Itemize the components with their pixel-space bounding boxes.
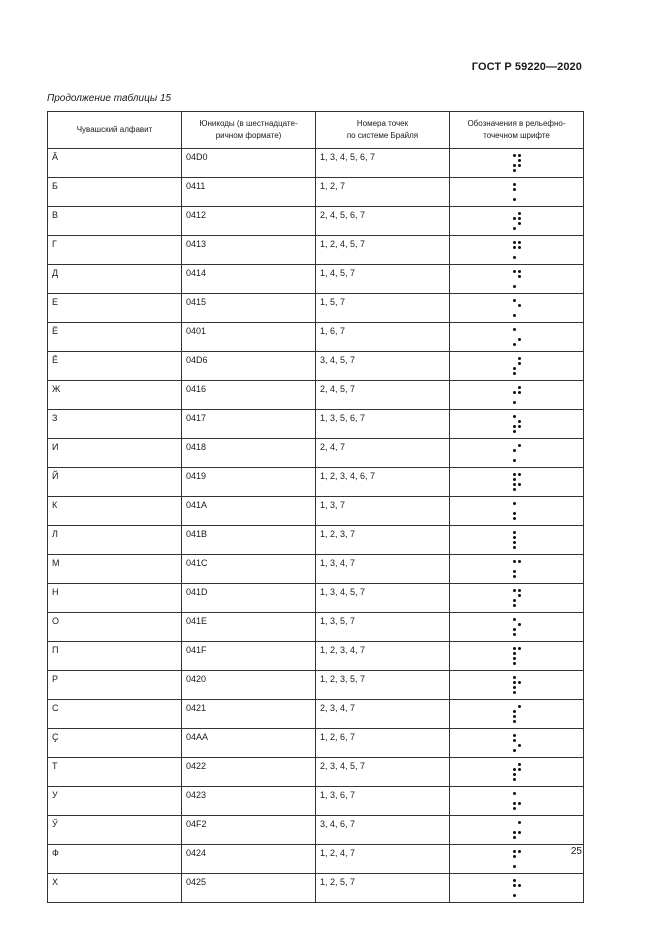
braille-dot [513,652,516,655]
letter-cell: Х [48,874,182,903]
column-header-dot-numbers: Номера точек по системе Брайля [316,112,450,149]
unicode-cell: 0401 [182,323,316,352]
braille-dot [513,459,516,462]
table-row [48,439,584,468]
unicode-cell: 0424 [182,845,316,874]
braille-symbol-cell [450,149,584,178]
braille-dot [513,647,516,650]
braille-symbol [511,443,523,463]
braille-symbol [511,211,523,231]
table-row [48,874,584,903]
letter-cell: П [48,642,182,671]
braille-dot [518,821,521,824]
braille-symbol [511,472,523,492]
table-row [48,236,584,265]
braille-dot [518,222,521,225]
letter-cell: В [48,207,182,236]
braille-dot [518,831,521,834]
unicode-cell: 04D6 [182,352,316,381]
braille-dot [513,517,516,520]
braille-dot [518,744,521,747]
braille-dot [518,589,521,592]
braille-symbol-cell [450,207,584,236]
braille-dot [513,478,516,481]
braille-symbol [511,617,523,637]
letter-cell: С [48,700,182,729]
braille-dot [513,628,516,631]
letter-cell: И [48,439,182,468]
letter-cell: Т [48,758,182,787]
table-row [48,729,584,758]
dot-numbers-cell: 1, 2, 7 [316,178,450,207]
table-row [48,671,584,700]
braille-symbol-cell [450,642,584,671]
braille-dot [518,560,521,563]
braille-symbol-cell [450,845,584,874]
table-row [48,584,584,613]
table-row [48,700,584,729]
table-row [48,497,584,526]
dot-numbers-cell: 1, 2, 3, 5, 7 [316,671,450,700]
braille-dot [518,473,521,476]
braille-symbol-cell [450,729,584,758]
unicode-cell: 041D [182,584,316,613]
dot-numbers-cell: 2, 3, 4, 5, 7 [316,758,450,787]
dot-numbers-cell: 1, 3, 4, 5, 7 [316,584,450,613]
unicode-cell: 04D0 [182,149,316,178]
braille-symbol-cell [450,555,584,584]
braille-symbol-cell [450,700,584,729]
braille-symbol-cell [450,758,584,787]
braille-dot [518,304,521,307]
braille-dot [518,705,521,708]
braille-dot [513,739,516,742]
dot-numbers-cell: 2, 4, 7 [316,439,450,468]
braille-symbol-cell [450,874,584,903]
table-caption: Продолжение таблицы 15 [47,93,172,104]
dot-numbers-cell: 2, 3, 4, 7 [316,700,450,729]
letter-cell: Й [48,468,182,497]
braille-dot [513,802,516,805]
unicode-cell: 0421 [182,700,316,729]
braille-dot [518,212,521,215]
unicode-cell: 0411 [182,178,316,207]
braille-dot [513,831,516,834]
braille-dot [513,546,516,549]
letter-cell: О [48,613,182,642]
braille-dot [518,884,521,887]
braille-dot [518,444,521,447]
dot-numbers-cell: 1, 3, 4, 5, 6, 7 [316,149,450,178]
unicode-cell: 0419 [182,468,316,497]
unicode-cell: 0418 [182,439,316,468]
braille-dot [513,502,516,505]
dot-numbers-cell: 3, 4, 5, 7 [316,352,450,381]
braille-dot [513,865,516,868]
braille-dot [513,681,516,684]
letter-cell: Б [48,178,182,207]
braille-dot [518,594,521,597]
braille-dot [513,430,516,433]
unicode-cell: 0423 [182,787,316,816]
braille-dot [518,386,521,389]
braille-dot [513,879,516,882]
unicode-cell: 0420 [182,671,316,700]
letter-cell: Ӳ [48,816,182,845]
braille-dot [513,246,516,249]
braille-dot [513,164,516,167]
braille-symbol [511,646,523,666]
unicode-cell: 04F2 [182,816,316,845]
braille-dot [518,154,521,157]
braille-symbol [511,327,523,347]
braille-symbol [511,791,523,811]
braille-dot [513,227,516,230]
letter-cell: Ф [48,845,182,874]
braille-dot [518,275,521,278]
braille-dot [513,425,516,428]
table-row [48,613,584,642]
unicode-cell: 0413 [182,236,316,265]
letter-cell: Е [48,294,182,323]
braille-table [47,111,584,903]
braille-symbol [511,733,523,753]
braille-dot [518,425,521,428]
braille-dot [518,246,521,249]
braille-dot [513,488,516,491]
table-row [48,410,584,439]
braille-symbol-cell [450,613,584,642]
table-row [48,787,584,816]
braille-dot [513,599,516,602]
braille-symbol [511,675,523,695]
braille-symbol-cell [450,294,584,323]
letter-cell: Ӗ [48,352,182,381]
braille-dot [518,159,521,162]
letter-cell: Л [48,526,182,555]
braille-dot [513,217,516,220]
braille-dot [513,676,516,679]
table-row [48,381,584,410]
dot-numbers-cell: 1, 5, 7 [316,294,450,323]
braille-symbol [511,530,523,550]
braille-symbol [511,704,523,724]
unicode-cell: 0415 [182,294,316,323]
unicode-cell: 0425 [182,874,316,903]
dot-numbers-cell: 1, 2, 6, 7 [316,729,450,758]
braille-dot [513,850,516,853]
letter-cell: У [48,787,182,816]
braille-dot [513,792,516,795]
braille-dot [518,802,521,805]
braille-dot [513,768,516,771]
dot-numbers-cell: 1, 3, 6, 7 [316,787,450,816]
unicode-cell: 041E [182,613,316,642]
table-row [48,526,584,555]
dot-numbers-cell: 1, 2, 4, 7 [316,845,450,874]
letter-cell: Д [48,265,182,294]
letter-cell: Н [48,584,182,613]
braille-dot [513,686,516,689]
dot-numbers-cell: 1, 3, 7 [316,497,450,526]
braille-symbol-cell [450,816,584,845]
table-row [48,178,584,207]
table-row [48,149,584,178]
braille-symbol-cell [450,236,584,265]
braille-dot [513,512,516,515]
braille-symbol-cell [450,671,584,700]
dot-numbers-cell: 1, 4, 5, 7 [316,265,450,294]
braille-dot [513,391,516,394]
page-number: 25 [570,846,582,857]
braille-symbol [511,762,523,782]
braille-dot [518,362,521,365]
braille-symbol [511,878,523,898]
letter-cell: Ё [48,323,182,352]
braille-symbol-cell [450,323,584,352]
unicode-cell: 041C [182,555,316,584]
dot-numbers-cell: 2, 4, 5, 7 [316,381,450,410]
braille-dot [518,647,521,650]
letter-cell: Ҫ [48,729,182,758]
table-row [48,207,584,236]
braille-symbol [511,240,523,260]
braille-symbol-cell [450,352,584,381]
braille-dot [513,372,516,375]
braille-dot [513,473,516,476]
braille-dot [518,391,521,394]
braille-dot [518,357,521,360]
braille-dot [513,633,516,636]
table-row [48,294,584,323]
dot-numbers-cell: 1, 2, 3, 4, 6, 7 [316,468,450,497]
braille-dot [513,662,516,665]
braille-symbol-cell [450,787,584,816]
table-row [48,845,584,874]
braille-dot [513,575,516,578]
unicode-cell: 04AA [182,729,316,758]
braille-dot [513,884,516,887]
braille-dot [513,570,516,573]
letter-cell: К [48,497,182,526]
table-row [48,352,584,381]
braille-dot [513,449,516,452]
braille-dot [513,198,516,201]
braille-symbol-cell [450,410,584,439]
braille-dot [513,778,516,781]
unicode-cell: 0422 [182,758,316,787]
letter-cell: Р [48,671,182,700]
braille-dot [513,894,516,897]
dot-numbers-cell: 1, 3, 5, 6, 7 [316,410,450,439]
column-header-braille-symbol: Обозначения в рельефно- точечном шрифте [450,112,584,149]
braille-dot [518,763,521,766]
braille-dot [513,749,516,752]
braille-dot [513,314,516,317]
braille-symbol [511,414,523,434]
braille-symbol-cell [450,584,584,613]
braille-dot [513,328,516,331]
table-row [48,758,584,787]
braille-dot [518,420,521,423]
braille-symbol [511,559,523,579]
unicode-cell: 0414 [182,265,316,294]
braille-dot [513,618,516,621]
dot-numbers-cell: 1, 2, 3, 7 [316,526,450,555]
unicode-cell: 0412 [182,207,316,236]
braille-dot [513,734,516,737]
braille-dot [513,541,516,544]
braille-dot [513,536,516,539]
column-header-alphabet: Чувашский алфавит [48,112,182,149]
braille-dot [513,836,516,839]
braille-symbol [511,849,523,869]
braille-dot [513,807,516,810]
dot-numbers-cell: 2, 4, 5, 6, 7 [316,207,450,236]
braille-dot [518,768,521,771]
letter-cell: М [48,555,182,584]
braille-dot [518,623,521,626]
braille-symbol [511,298,523,318]
braille-dot [513,589,516,592]
braille-dot [513,483,516,486]
dot-numbers-cell: 1, 2, 5, 7 [316,874,450,903]
column-header-unicode: Юникоды (в шестнадцате- ричном формате) [182,112,316,149]
dot-numbers-cell: 1, 3, 5, 7 [316,613,450,642]
braille-dot [513,720,516,723]
braille-dot [513,343,516,346]
braille-dot [513,710,516,713]
braille-dot [518,338,521,341]
braille-dot [518,483,521,486]
braille-symbol-cell [450,381,584,410]
braille-symbol-cell [450,178,584,207]
table-header-row [48,112,584,149]
braille-symbol [511,588,523,608]
table-row [48,816,584,845]
unicode-cell: 0416 [182,381,316,410]
braille-dot [513,270,516,273]
table-row [48,323,584,352]
braille-dot [513,531,516,534]
braille-dot [513,188,516,191]
braille-symbol [511,153,523,173]
unicode-cell: 041B [182,526,316,555]
braille-dot [513,604,516,607]
letter-cell: З [48,410,182,439]
letter-cell: Ж [48,381,182,410]
table-body [48,149,584,903]
dot-numbers-cell: 1, 2, 4, 5, 7 [316,236,450,265]
braille-dot [513,401,516,404]
table-row [48,555,584,584]
table-row [48,468,584,497]
braille-dot [513,154,516,157]
braille-symbol [511,356,523,376]
braille-dot [513,299,516,302]
braille-dot [518,681,521,684]
braille-dot [513,241,516,244]
table-row [48,642,584,671]
braille-symbol [511,385,523,405]
braille-dot [518,241,521,244]
braille-dot [513,855,516,858]
dot-numbers-cell: 3, 4, 6, 7 [316,816,450,845]
braille-symbol-cell [450,497,584,526]
braille-dot [513,657,516,660]
braille-symbol-cell [450,439,584,468]
braille-dot [513,773,516,776]
unicode-cell: 0417 [182,410,316,439]
dot-numbers-cell: 1, 3, 4, 7 [316,555,450,584]
braille-symbol [511,182,523,202]
braille-dot [513,560,516,563]
braille-symbol [511,820,523,840]
braille-dot [518,850,521,853]
braille-symbol-cell [450,526,584,555]
braille-dot [513,183,516,186]
braille-symbol [511,269,523,289]
dot-numbers-cell: 1, 2, 3, 4, 7 [316,642,450,671]
braille-dot [513,715,516,718]
braille-dot [513,285,516,288]
letter-cell: Ӑ [48,149,182,178]
braille-symbol [511,501,523,521]
table-row [48,265,584,294]
braille-dot [518,270,521,273]
braille-dot [518,164,521,167]
braille-dot [513,691,516,694]
braille-dot [518,217,521,220]
braille-symbol-cell [450,265,584,294]
letter-cell: Г [48,236,182,265]
dot-numbers-cell: 1, 6, 7 [316,323,450,352]
braille-dot [513,169,516,172]
unicode-cell: 041F [182,642,316,671]
braille-symbol-cell [450,468,584,497]
unicode-cell: 041A [182,497,316,526]
braille-dot [513,256,516,259]
document-code: ГОСТ Р 59220—2020 [471,61,582,73]
braille-dot [513,415,516,418]
braille-dot [513,367,516,370]
